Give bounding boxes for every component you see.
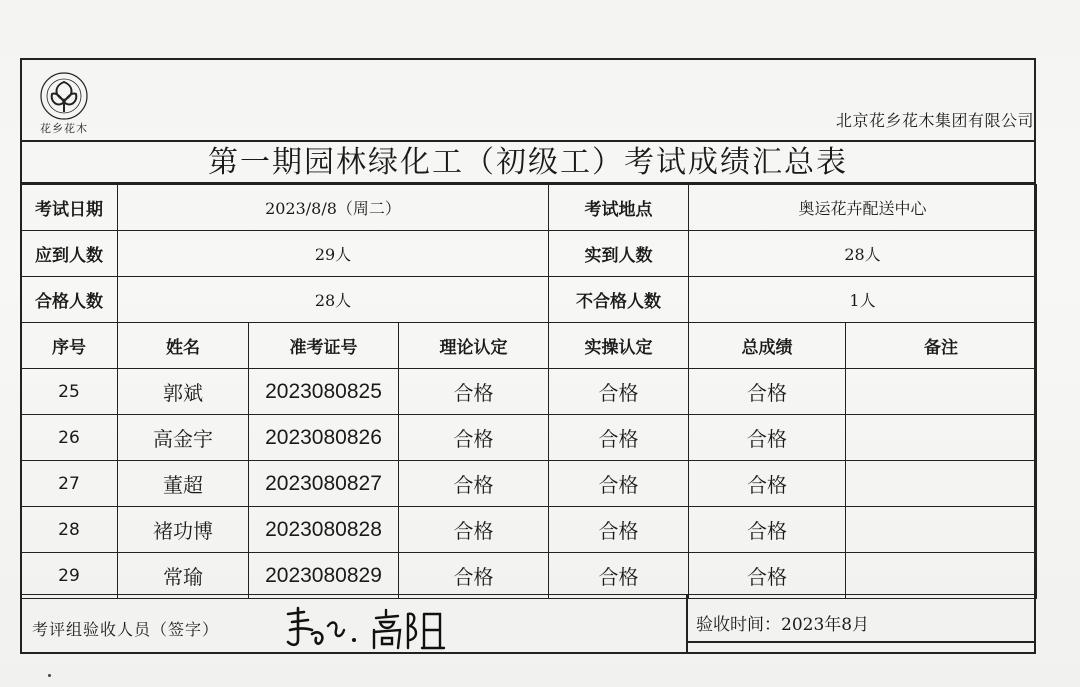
row-practice: 合格 [549, 369, 689, 415]
header-seq: 序号 [21, 323, 118, 369]
score-table [20, 184, 1037, 599]
table-row [21, 369, 1037, 415]
passed-label: 合格人数 [21, 277, 118, 323]
footer-divider [686, 595, 688, 653]
exam-date-label: 考试日期 [21, 185, 118, 231]
handwritten-signature [268, 600, 468, 652]
page-title: 第一期园林绿化工（初级工）考试成绩汇总表 [20, 140, 1036, 184]
table-row [21, 553, 1037, 599]
footer-row [20, 594, 1036, 654]
actual-label: 实到人数 [549, 231, 689, 277]
row-total: 合格 [689, 369, 846, 415]
header-id: 准考证号 [249, 323, 399, 369]
row-remark [846, 369, 1037, 415]
row-id: 2023080827 [249, 461, 399, 507]
row-remark [846, 507, 1037, 553]
row-id: 2023080828 [249, 507, 399, 553]
row-total: 合格 [689, 461, 846, 507]
exam-place-value: 奥运花卉配送中心 [689, 185, 1037, 231]
exam-date-value: 2023/8/8（周二） [118, 185, 549, 231]
header-total: 总成绩 [689, 323, 846, 369]
header-theory: 理论认定 [399, 323, 549, 369]
row-total: 合格 [689, 415, 846, 461]
row-seq: 29 [21, 553, 118, 599]
table-row [21, 415, 1037, 461]
header-name: 姓名 [118, 323, 249, 369]
row-id: 2023080826 [249, 415, 399, 461]
row-total: 合格 [689, 507, 846, 553]
row-theory: 合格 [399, 369, 549, 415]
row-practice: 合格 [549, 461, 689, 507]
row-theory: 合格 [399, 415, 549, 461]
row-total: 合格 [689, 553, 846, 599]
passed-value: 28人 [118, 277, 549, 323]
row-seq: 28 [21, 507, 118, 553]
row-name: 高金宇 [118, 415, 249, 461]
row-practice: 合格 [549, 507, 689, 553]
actual-value: 28人 [689, 231, 1037, 277]
row-name: 董超 [118, 461, 249, 507]
accept-time: 验收时间：2023年8月 [696, 615, 870, 635]
header-practice: 实操认定 [549, 323, 689, 369]
info-row-date [21, 185, 1037, 231]
company-name: 北京花乡花木集团有限公司 [835, 111, 1034, 130]
row-theory: 合格 [399, 553, 549, 599]
row-remark [846, 415, 1037, 461]
exam-place-label: 考试地点 [549, 185, 689, 231]
row-remark [846, 553, 1037, 599]
paper-speck [48, 674, 51, 677]
failed-value: 1人 [689, 277, 1037, 323]
header-remark: 备注 [846, 323, 1037, 369]
row-remark [846, 461, 1037, 507]
row-theory: 合格 [399, 507, 549, 553]
row-practice: 合格 [549, 415, 689, 461]
logo-caption: 花乡花木 [40, 122, 88, 135]
row-id: 2023080829 [249, 553, 399, 599]
row-practice: 合格 [549, 553, 689, 599]
expected-label: 应到人数 [21, 231, 118, 277]
row-name: 郭斌 [118, 369, 249, 415]
row-name: 常瑜 [118, 553, 249, 599]
info-row-passed [21, 277, 1037, 323]
expected-value: 29人 [118, 231, 549, 277]
row-name: 褚功博 [118, 507, 249, 553]
failed-label: 不合格人数 [549, 277, 689, 323]
row-theory: 合格 [399, 461, 549, 507]
row-seq: 27 [21, 461, 118, 507]
table-row [21, 507, 1037, 553]
info-row-expected [21, 231, 1037, 277]
table-row [21, 461, 1037, 507]
signer-label: 考评组验收人员（签字） [32, 620, 220, 639]
footer-underline [687, 641, 1036, 643]
row-seq: 26 [21, 415, 118, 461]
row-id: 2023080825 [249, 369, 399, 415]
table-header-row [21, 323, 1037, 369]
row-seq: 25 [21, 369, 118, 415]
